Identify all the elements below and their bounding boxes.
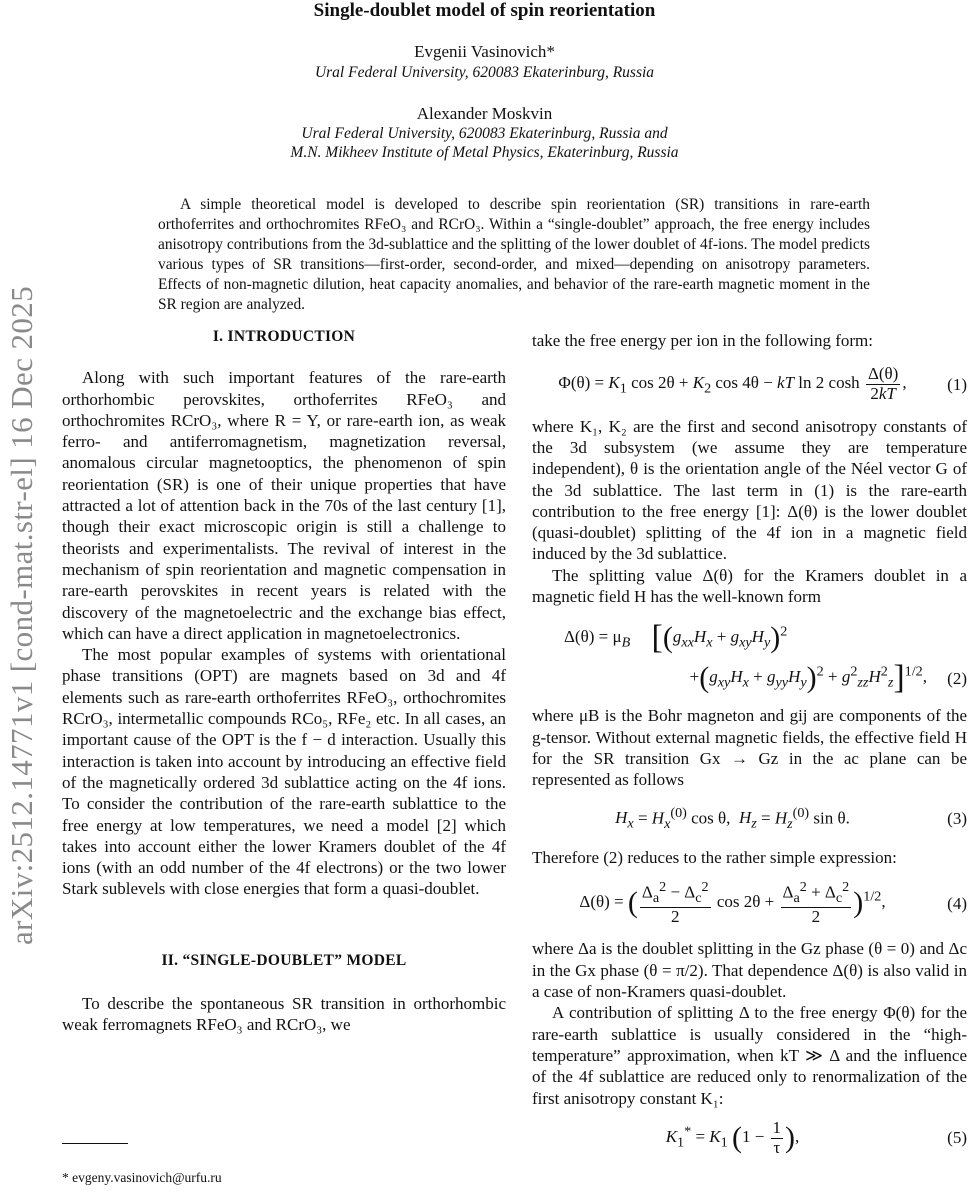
author-2-affiliation-1: Ural Federal University, 620083 Ekaterinburg, Russia and (301, 125, 668, 142)
abstract: A simple theoretical model is developed to describe spin reorientation (SR) transitions in rare-earth orthoferrites and orthochromites RFeO₃ and RCrO₃. Within a “single-doublet” approach, the free energy includes anisotropy contributions from the 3d-sublattice and the splitting of the lower doublet of 4f-ions. The model predicts various types of SR transitions—first-order, second-order, and mixed—depending on anisotropy parameters. Effects of non-magnetic dilution, heat capacity anomalies, and behavior of the rare-earth magnetic moment in the SR region are analyzed. (158, 196, 870, 314)
author-1: Evgenii Vasinovich* (414, 42, 555, 61)
equation-2-number: (2) (947, 668, 967, 688)
footnote-rule (62, 1143, 128, 1144)
equation-1-number: (1) (947, 374, 967, 394)
equation-5-number: (5) (947, 1128, 967, 1148)
author-2-affiliation-2: M.N. Mikheev Institute of Metal Physics, Ekaterinburg, Russia (290, 144, 679, 161)
equation-3: $H_x = H_x^{(0)}$ cos θ, $H_z = H_z^{(0)}$ sin θ. (3) (615, 804, 967, 832)
intro-paragraph-1: Along with such important features of the rare-earth orthorhombic perovskites, orthoferrites RFeO₃ and orthochromites RCrO₃, where R = Y, or rare-earth ion, as weak ferro- and antiferromagnetism, magnetization reversal, anomalous circular magnetooptics, the phenomenon of spin reorientation (SR) is one of their unique properties that have attracted a lot of attention back in the 70s of the last century [1], though their exact microscopic origin is still a challenge to theorists and experimentalists. The revival of interest in the mechanism of spin reorientation and magnetic compensation in rare-earth perovskites in recent years is related with the discovery of the magnetoelectric and the exchange bias effect, which can have a direct application in magnetoelectronics. (62, 368, 506, 643)
author-1-affiliation: Ural Federal University, 620083 Ekaterinburg, Russia (314, 64, 655, 81)
footnote-email: * evgeny.vasinovich@urfu.ru (62, 1170, 222, 1185)
equation-1: $\Phi(\theta) = K_1$ $\cos 2\theta + K_2$ cos 4θ − kT ln 2 cosh $\frac{\Delta(\theta)}{2kT}$ , (1) (558, 364, 967, 403)
right-paragraph-6: A contribution of splitting Δ to the free energy Φ(θ) for the rare-earth sublattice is usually considered in the “high-temperature” approximation, when kT ≫ Δ and the influence of the 4f sublattice are reduced only to renormalization of the first anisotropy constant K₁: (532, 1003, 967, 1108)
equation-4: Δ(θ) = ( $\frac{\Delta_a^2 - \Delta_c^2}{2}$ cos 2θ + $\frac{\Delta_a^2 + \Delta_c^2}{2}$ )$^{1/2}$, (4) (579, 879, 967, 926)
left-column (62, 322, 506, 1036)
section-2-heading: II. “SINGLE-DOUBLET” MODEL (161, 951, 407, 969)
section-1-heading: I. INTRODUCTION (212, 328, 356, 345)
intro-paragraph-2: The most popular examples of systems with orientational phase transitions (OPT) are magnets based on 3d and 4f elements such as rare-earth orthoferrites RFeO₃, orthochromites RCrO₃, intermetallic compounds RCo₅, RFe₂ etc. In all cases, an important cause of the OPT is the f − d interaction. Usually this interaction is taken into account by introducing an effective field of the magnetically ordered 3d sublattice acting on the 4f ions. To consider the contribution of the rare-earth sublattice to the free energy at low temperatures, we need a model [2] which takes into account either the lower Kramers doublet of the 4f ions (with an odd number of the 4f electrons) or the two lower Stark sublevels with close energies that form a quasi-doublet. (62, 645, 506, 899)
right-paragraph-3: where μB is the Bohr magneton and gij are components of the g-tensor. Without external magnetic fields, the effective field H for the SR transition Gx → Gz in the ac plane can be represented as follows (532, 706, 967, 790)
right-paragraph-1: where K₁, K₂ are the first and second anisotropy constants of the 3d subsystem (we assume they are temperature independent), θ is the orientation angle of the Néel vector G of the 3d sublattice. The last term in (1) is the rare-earth contribution to the free energy [1]: Δ(θ) is the lower doublet (quasi-doublet) splitting of the 4f ion in a magnetic field induced by the 3d sublattice. (532, 416, 967, 564)
right-paragraph-4: Therefore (2) reduces to the rather simple expression: (532, 847, 897, 867)
equation-2: $\Delta(\theta) = \mu_B$ [$(g_{xx}H_x + g_{xy}H_y)^2$ $+(g_{xy}H_x + g_{yy}H_y)^2 + g^2_{zz}H^2_z]^{1/2}$, (2) (564, 619, 967, 697)
author-2: Alexander Moskvin (416, 104, 553, 123)
equation-3-number: (3) (947, 809, 967, 829)
right-column (532, 330, 967, 1157)
right-paragraph-0: take the free energy per ion in the following form: (532, 331, 873, 350)
arxiv-stamp: arXiv:2512.14771v1 [cond-mat.str-el] 16 Dec 2025 (4, 285, 39, 945)
equation-4-number: (4) (947, 893, 967, 913)
paper-title: Single-doublet model of spin reorientation (313, 0, 656, 21)
right-paragraph-2: The splitting value Δ(θ) for the Kramers doublet in a magnetic field H has the well-known form (532, 565, 967, 607)
model-paragraph-1: To describe the spontaneous SR transition in orthorhombic weak ferromagnets RFeO₃ and RCrO₃, we (62, 994, 506, 1035)
right-paragraph-5: where Δa is the doublet splitting in the Gz phase (θ = 0) and Δc in the Gx phase (θ = π/2). That dependence Δ(θ) is also valid in a case of non-Kramers quasi-doublet. (532, 939, 967, 1002)
equation-5: $K_1^* = K_1$ (1 − $\frac{1}{\tau}$ ), (5) (665, 1117, 967, 1157)
